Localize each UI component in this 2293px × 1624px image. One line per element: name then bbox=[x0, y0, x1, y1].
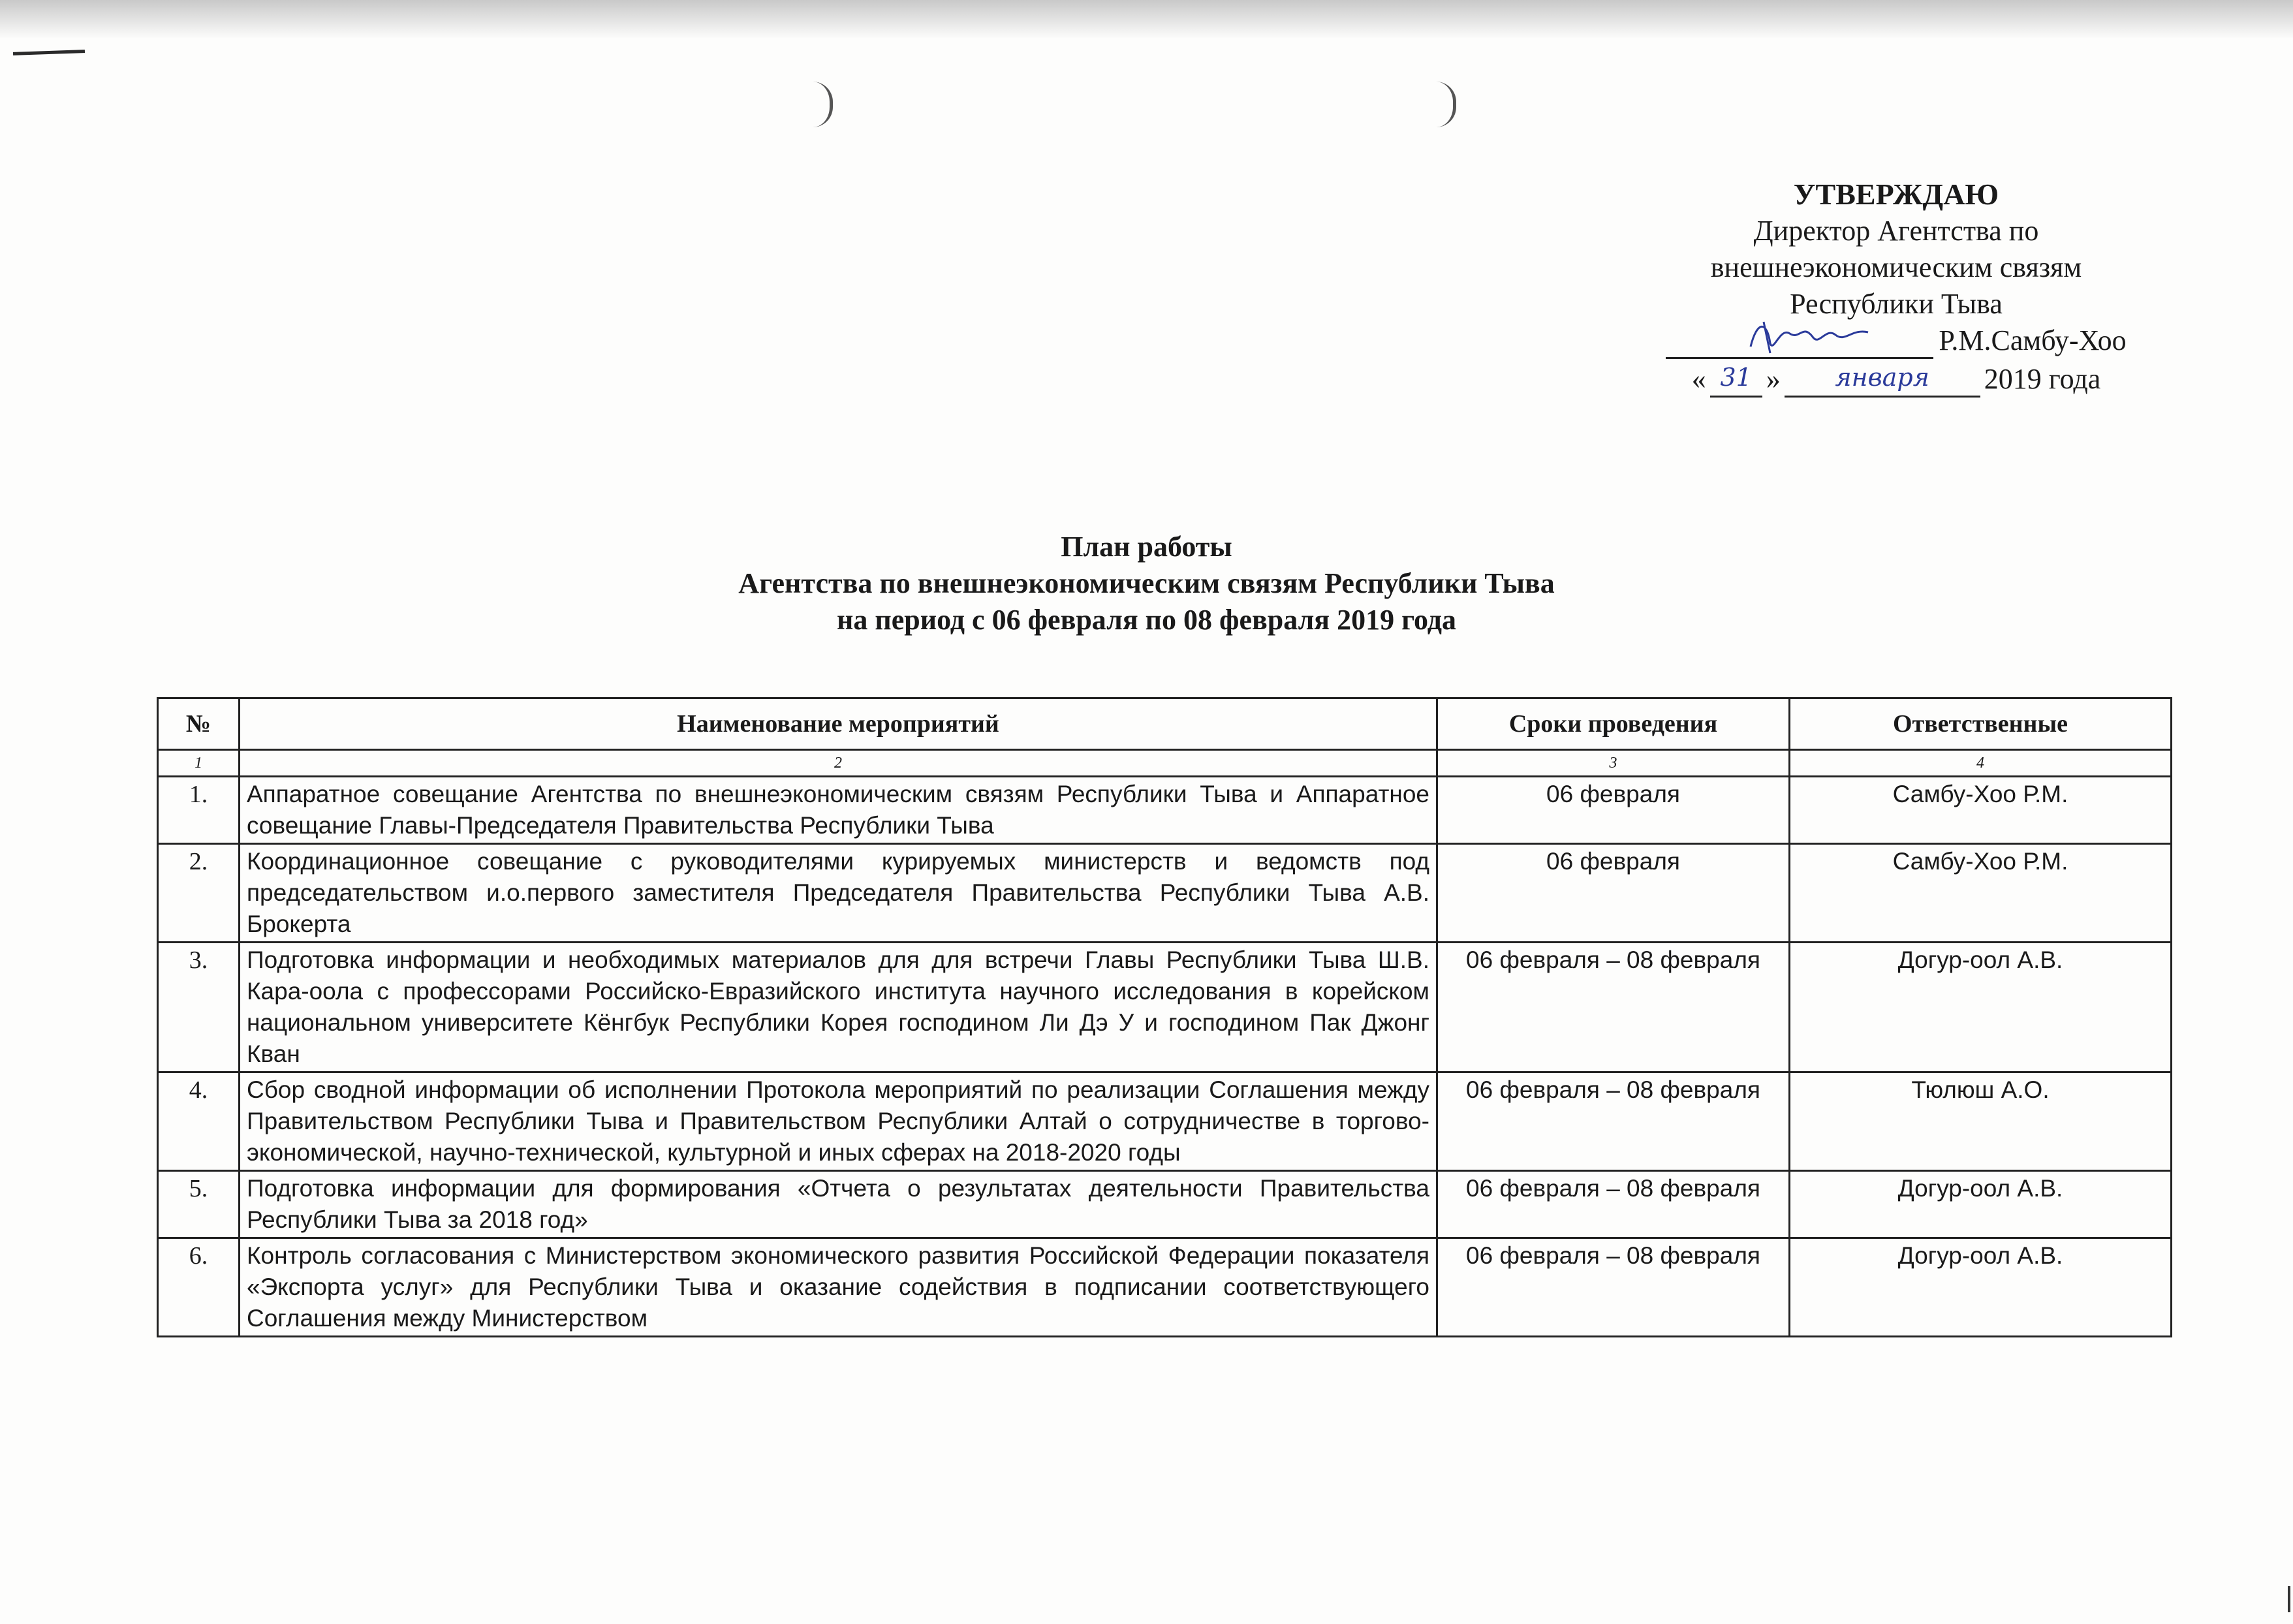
row-event-name: Координационное совещание с руководителями курируемых министерств и ведомств под председательством и.о.первого заместителя Председателя Правительства Республики Тыва А.В. Брокерта bbox=[240, 844, 1437, 943]
row-dates: 06 февраля – 08 февраля bbox=[1437, 943, 1790, 1072]
table-row bbox=[158, 1238, 2172, 1337]
row-dates: 06 февраля – 08 февраля bbox=[1437, 1238, 1790, 1337]
column-number: 2 bbox=[240, 750, 1437, 777]
signatory-name: Р.М.Самбу-Хоо bbox=[1939, 324, 2127, 356]
title-line3: на период с 06 февраля по 08 февраля 2019 года bbox=[837, 604, 1456, 636]
row-responsible: Догур-оол А.В. bbox=[1790, 1171, 2172, 1238]
row-event-name: Контроль согласования с Министерством экономического развития Российской Федерации показателя «Экспорта услуг» для Республики Тыва и оказание содействия в подписании соответствующего Соглашения между Министерством bbox=[240, 1238, 1437, 1337]
scan-top-shadow bbox=[0, 0, 2293, 39]
table-column-numbers-row bbox=[158, 750, 2172, 777]
row-number: 4. bbox=[158, 1072, 240, 1171]
row-number: 3. bbox=[158, 943, 240, 1072]
row-event-name: Аппаратное совещание Агентства по внешнеэкономическим связям Республики Тыва и Аппаратное совещание Главы-Председателя Правительства Республики Тыва bbox=[240, 777, 1437, 844]
date-month-handwritten: января bbox=[1785, 359, 1980, 398]
approval-date bbox=[1619, 359, 2174, 398]
header-event-name: Наименование мероприятий bbox=[240, 698, 1437, 750]
approval-position-line3: Республики Тыва bbox=[1790, 288, 2003, 320]
approval-position-line2: внешнеэкономическим связям bbox=[1710, 251, 2082, 283]
date-close-quote: » bbox=[1766, 363, 1781, 395]
table-header-row bbox=[158, 698, 2172, 750]
approval-block bbox=[1619, 176, 2174, 398]
row-event-name: Подготовка информации для формирования «Отчета о результатах деятельности Правительства Республики Тыва за 2018 год» bbox=[240, 1171, 1437, 1238]
row-dates: 06 февраля – 08 февраля bbox=[1437, 1072, 1790, 1171]
signature-blank bbox=[1666, 326, 1933, 359]
date-year: 2019 года bbox=[1984, 363, 2101, 395]
row-event-name: Подготовка информации и необходимых материалов для для встречи Главы Республики Тыва Ш.В. Кара-оола с профессорами Российско-Евразийского института научного исследования в корейском национальном университете Кёнгбук Республики Корея господином Ли Дэ У и господином Пак Джонг Кван bbox=[240, 943, 1437, 1072]
table-row bbox=[158, 943, 2172, 1072]
approval-position-line1: Директор Агентства по bbox=[1753, 215, 2039, 247]
row-number: 6. bbox=[158, 1238, 240, 1337]
date-open-quote: « bbox=[1691, 363, 1706, 395]
table-row bbox=[158, 1072, 2172, 1171]
header-number: № bbox=[158, 698, 240, 750]
row-responsible: Догур-оол А.В. bbox=[1790, 943, 2172, 1072]
column-number: 4 bbox=[1790, 750, 2172, 777]
date-day-handwritten: 31 bbox=[1710, 359, 1762, 398]
header-responsible: Ответственные bbox=[1790, 698, 2172, 750]
row-number: 2. bbox=[158, 844, 240, 943]
punch-hole-left bbox=[813, 82, 833, 127]
title-line1: План работы bbox=[1061, 531, 1232, 563]
work-plan-table bbox=[157, 697, 2172, 1337]
scan-artifact-line bbox=[13, 50, 85, 55]
row-responsible: Самбу-Хоо Р.М. bbox=[1790, 844, 2172, 943]
row-dates: 06 февраля – 08 февраля bbox=[1437, 1171, 1790, 1238]
punch-hole-right bbox=[1436, 82, 1456, 127]
row-number: 5. bbox=[158, 1171, 240, 1238]
table-row bbox=[158, 777, 2172, 844]
table-row bbox=[158, 1171, 2172, 1238]
row-responsible: Тюлюш А.О. bbox=[1790, 1072, 2172, 1171]
table-row bbox=[158, 844, 2172, 943]
header-dates: Сроки проведения bbox=[1437, 698, 1790, 750]
row-responsible: Догур-оол А.В. bbox=[1790, 1238, 2172, 1337]
document-title bbox=[0, 529, 2293, 638]
column-number: 3 bbox=[1437, 750, 1790, 777]
handwritten-signature bbox=[1744, 314, 1875, 360]
row-responsible: Самбу-Хоо Р.М. bbox=[1790, 777, 2172, 844]
title-line2: Агентства по внешнеэкономическим связям Республики Тыва bbox=[738, 567, 1555, 599]
row-number: 1. bbox=[158, 777, 240, 844]
row-dates: 06 февраля bbox=[1437, 777, 1790, 844]
approval-heading: УТВЕРЖДАЮ bbox=[1793, 178, 1999, 211]
signature-line bbox=[1619, 322, 2174, 359]
column-number: 1 bbox=[158, 750, 240, 777]
scan-edge-mark bbox=[2288, 1586, 2290, 1612]
row-dates: 06 февраля bbox=[1437, 844, 1790, 943]
row-event-name: Сбор сводной информации об исполнении Протокола мероприятий по реализации Соглашения между Правительством Республики Тыва и Правительством Республики Алтай о сотрудничестве в торгово-экономической, научно-технической, культурной и иных сферах на 2018-2020 годы bbox=[240, 1072, 1437, 1171]
